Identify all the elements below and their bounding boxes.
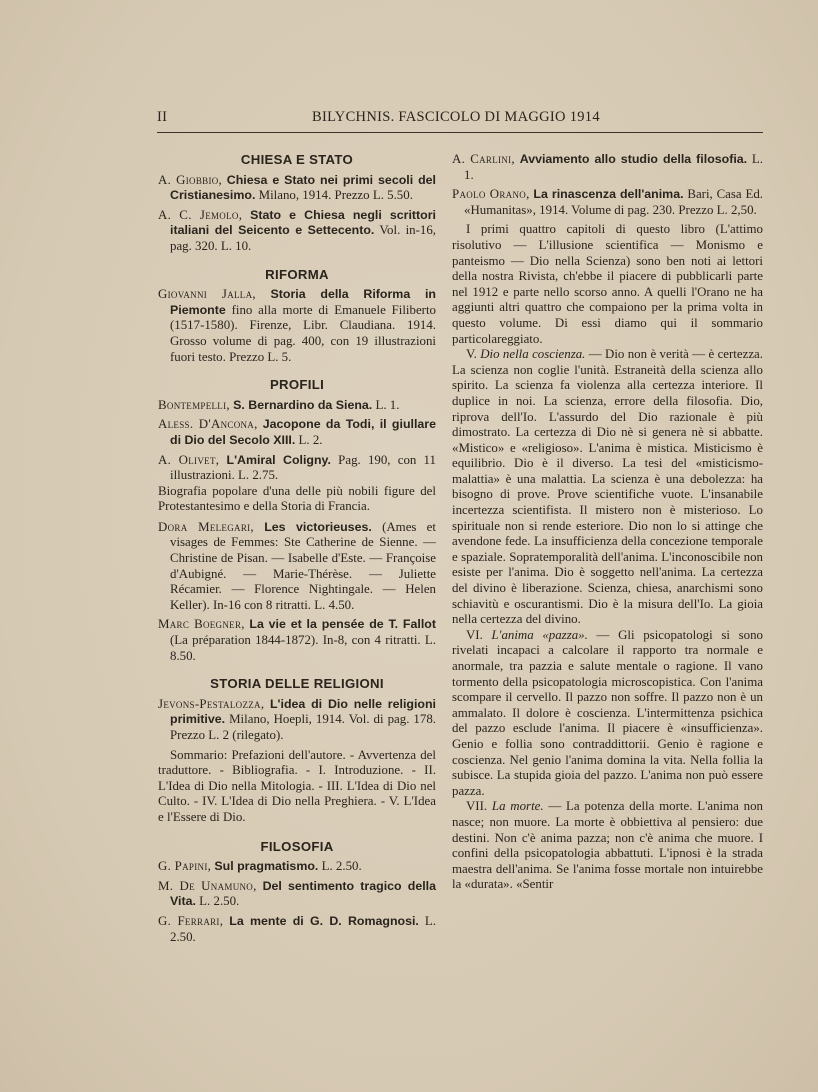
bib-entry — [452, 152, 763, 183]
entry-details: L. 1. — [464, 152, 763, 182]
chapter-title: Dio nella coscienza. — [480, 347, 586, 362]
running-header — [157, 109, 763, 133]
entry-details: (La préparation 1844-1872). In-8, con 4 ritratti. L. 8.50. — [170, 633, 436, 663]
section-heading-profili: PROFILI — [269, 377, 325, 393]
chapter-number: VI. — [466, 627, 492, 642]
entry-title: Chiesa e Stato nei primi secoli del Cristianesimo. — [170, 172, 436, 203]
bib-entry — [158, 398, 436, 414]
entry-title: Storia della Riforma in Piemonte — [170, 287, 436, 317]
entry-title: Sul pragmatismo. — [214, 859, 319, 874]
section-heading-filosofia: FILOSOFIA — [260, 838, 334, 854]
bib-entry — [158, 617, 436, 664]
entry-details: Pag. 190, con 11 illustrazioni. L. 2.75. — [170, 452, 436, 483]
entry-author: A. Olivet, — [158, 452, 220, 467]
bib-entry — [158, 859, 436, 875]
entry-details: L. 2.50. — [318, 859, 362, 874]
bib-entry — [158, 173, 436, 204]
page-number: II — [157, 109, 168, 125]
entry-details: (Ames et visages de Femmes: Ste Catherine de Sienne. — Christine de Pisan. — Isabelle d'Este. — Françoise d'Aubigné. — Marie-Thérèse. — Juliette Récamier. — Florence Nightingale. — Helen Keller). In-16 con 8 ritratti. L. 4.50. — [170, 519, 436, 612]
entry-author: G. Ferrari, — [158, 913, 224, 928]
entry-author: G. Papini, — [158, 859, 212, 874]
bib-entry — [158, 417, 436, 448]
header-rule — [157, 132, 763, 133]
review-paragraph: I primi quattro capitoli di questo libro (L'attimo risolutivo — L'illusione scientifica — Monismo e panteismo — Dio nella Scienza) sono ben noti ai lettori della nostra Rivista, ch'ebbe il piacere di pubblicarli parte nel 1912 e parte nello scorso anno. A quelli l'Orano ne ha aggiunti altri quattro che compaiono per la prima volta in questo volume. Di essi diamo qui il sommario particolareggiato. — [452, 222, 763, 346]
review-paragraph — [452, 347, 763, 628]
bib-entry — [158, 914, 436, 945]
bib-entry — [158, 879, 436, 910]
entry-author: A. C. Jemolo, — [158, 207, 243, 222]
entry-author: Aless. D'Ancona, — [158, 417, 258, 432]
entry-author: Giovanni Jalla, — [158, 287, 256, 302]
entry-note: Biografia popolare d'una delle più nobili figure del Protestantesimo e della Storia di Francia. — [158, 483, 436, 514]
chapter-title: L'anima «pazza». — [491, 627, 588, 642]
entry-details: Milano, 1914. Prezzo L. 5.50. — [255, 188, 413, 203]
bib-entry — [158, 697, 436, 744]
chapter-title: La morte. — [491, 799, 544, 814]
entry-title: L'Amiral Coligny. — [226, 452, 331, 467]
entry-details: fino alla morte di Emanuele Filiberto (1517-1580). Firenze, Libr. Claudiana. 1914. Grosso volume di pag. 400, con 19 illustrazioni fuori testo. Prezzo L. 5. — [170, 302, 436, 364]
entry-author: Bontempelli, — [158, 397, 230, 412]
entry-title: Jacopone da Todi, il giullare di Dio del Secolo XIII. — [170, 417, 436, 447]
entry-author: Paolo Orano, — [452, 187, 530, 202]
entry-author: A. Giobbio, — [158, 172, 223, 187]
review-paragraph — [452, 799, 763, 893]
bib-entry — [158, 208, 436, 255]
bib-entry — [452, 187, 763, 218]
entry-title: L'idea di Dio nelle religioni primitive. — [170, 696, 436, 727]
bib-entry — [158, 287, 436, 365]
entry-details: Milano, Hoepli, 1914. Vol. di pag. 178. Prezzo L. 2 (rilegato). — [170, 712, 436, 742]
entry-title: La rinascenza dell'anima. — [533, 187, 684, 202]
chapter-number: VII. — [466, 799, 492, 814]
entry-author: A. Carlini, — [452, 152, 515, 166]
chapter-number: V. — [466, 347, 481, 362]
chapter-summary: — Dio non è verità — è certezza. La scienza non coglie l'unità. Estraneità della scienza allo spirito. La scienza fa violenza alla certezza interiore. Il duplice in noi. La scienza, errore della filosofia. Dio, riprova dell'Io. L'assurdo del Dio razionale è più dimostrato. La certezza di Dio nè si genera nè si abbatte. «Mistico» e «religioso». L'anima è mistica. Misticismo è equilibrio. Dio è il diverso. La tesi del «misticismo-malattia» è una malattia. La scienza è una debolezza: ha bisogno di prove. Prove scientifiche vuote. L'insanabile incertezza scientifista. Il mistero non è misterioso. Lo spirituale non si rende esteriore. Dio non lo si attinge che avendone fede. La insufficienza della concezione temporale e spaziale. Sopratemporalità dell'anima. L'inconoscibile non esiste per l'anima. Dio è soggetto nell'anima. La certezza del divino è liberazione. Scienza, chiesa, anarchismi sono schiavitù e oscurantismi. Dio è la misura dell'Io. La gioia nella certezza del divino. — [452, 347, 763, 627]
entry-details: Vol. in-16, pag. 320. L. 10. — [170, 223, 436, 253]
entry-details: L. 2.50. — [195, 894, 240, 909]
entry-title: Avviamento allo studio della filosofia. — [519, 152, 748, 166]
review-paragraph — [452, 628, 763, 800]
entry-author: M. De Unamuno, — [158, 878, 257, 893]
entry-title: Les victorieuses. — [264, 519, 372, 534]
entry-details: L. 1. — [372, 397, 400, 412]
entry-details: Bari, Casa Ed. «Humanitas», 1914. Volume di pag. 230. Prezzo L. 2,50. — [464, 187, 763, 217]
entry-details: L. 2.50. — [170, 913, 436, 944]
chapter-summary: — Gli psicopatologi si sono rivelati incapaci a calcolare il rapporto tra normale e anormale, tra pazzia e salute mentale o ragione. Il vano tormento della psicopatologia microscopistica. Con l'anima scompare il cervello. Il pazzo non soffre. Il pazzo non è un ammalato. Il dolore è coscienza. L'intermittenza psichica del pazzo esclude l'anima. Il piacere è «insufficienza». Genio e follia sono contraddittorii. Genio è ragione e coscienza. Nel genio l'anima domina la vita. Nella follia la subisce. La stupida gioia del pazzo. L'anima non può essere pazza. — [452, 627, 764, 798]
section-heading-riforma: RIFORMA — [265, 266, 329, 282]
section-heading-chiesa: CHIESA E STATO — [240, 152, 354, 167]
entry-details: L. 2. — [295, 432, 323, 447]
entry-author: Jevons-Pestalozza, — [158, 696, 265, 711]
entry-author: Dora Melegari, — [158, 519, 254, 534]
bib-entry — [158, 520, 436, 614]
left-column — [158, 152, 436, 949]
entry-title: Del sentimento tragico della Vita. — [170, 878, 436, 909]
running-title: BILYCHNIS. FASCICOLO DI MAGGIO 1914 — [312, 109, 600, 125]
right-column — [452, 152, 763, 893]
section-heading-storia: STORIA DELLE RELIGIONI — [210, 676, 384, 692]
bib-entry — [158, 453, 436, 484]
entry-note: Sommario: Prefazioni dell'autore. - Avvertenza del traduttore. - Bibliografia. - I. Introduzione. - II. L'Idea di Dio nella Mitologia. - III. L'Idea di Dio nel Culto. - IV. L'Idea di Dio nella Preghiera. - V. L'Idea e l'Essere di Dio. — [158, 747, 436, 824]
chapter-summary: — La potenza della morte. L'anima non nasce; non muore. La morte è obbiettiva al pensiero: due destini. Non c'è anima pazza; non c'è anima che muore. I confini della psicopatologia abbattuti. L'ipnosi è la strada maestra dell'anima. Se l'anima fosse mortale non intuirebbe la «durata». «Sentir — [452, 799, 764, 892]
entry-title: S. Bernardino da Siena. — [233, 397, 373, 412]
entry-title: La mente di G. D. Romagnosi. — [229, 913, 419, 928]
entry-author: Marc Boegner, — [158, 617, 245, 632]
entry-title: Stato e Chiesa negli scrittori italiani del Seicento e Settecento. — [170, 207, 436, 238]
entry-title: La vie et la pensée de T. Fallot — [249, 617, 436, 632]
